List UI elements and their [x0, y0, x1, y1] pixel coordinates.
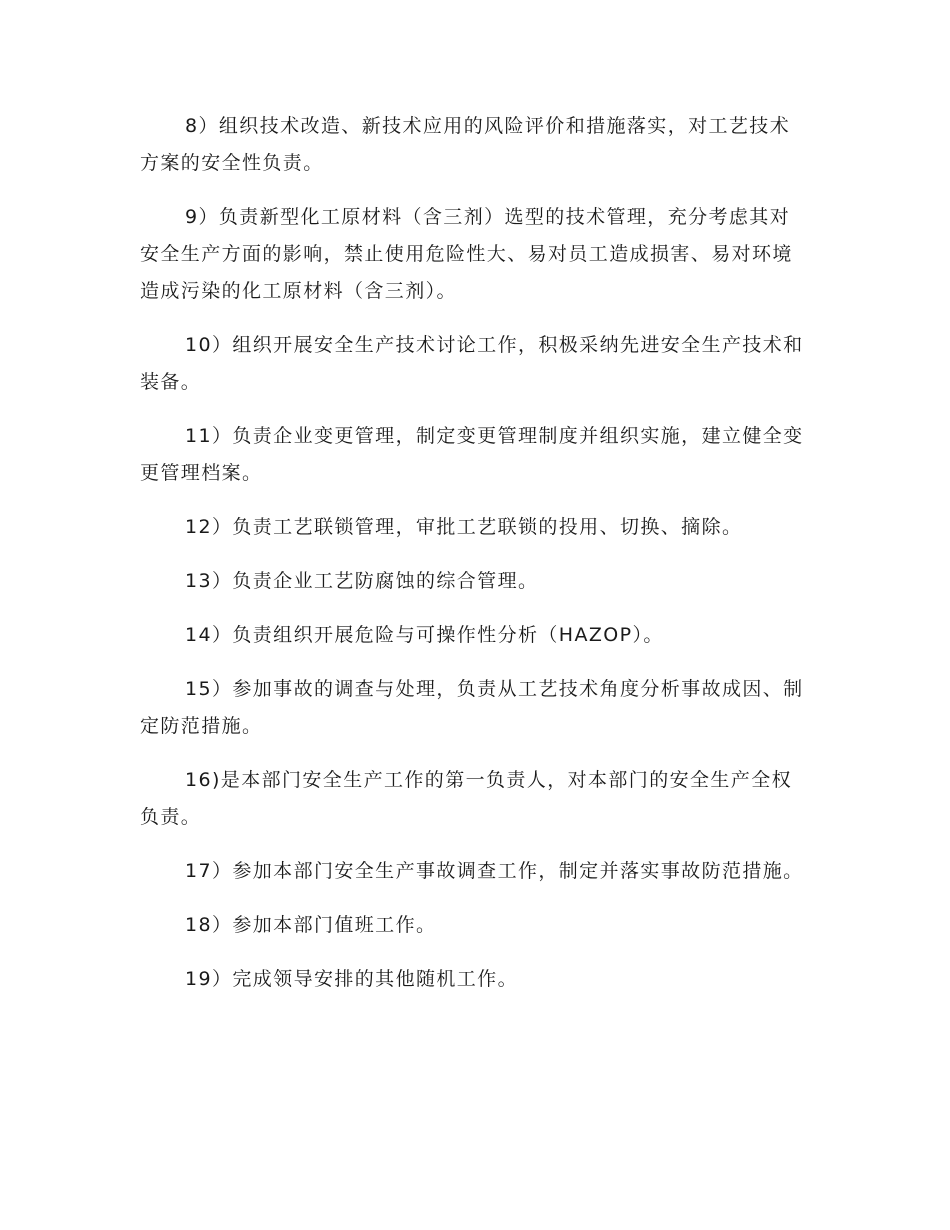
paragraph-item-19: 19）完成领导安排的其他随机工作。 [185, 968, 518, 990]
paragraph-item-18: 18）参加本部门值班工作。 [185, 914, 437, 936]
document-body [140, 108, 810, 1015]
paragraph-item-17: 17）参加本部门安全生产事故调查工作，制定并落实事故防范措施。 [185, 860, 804, 882]
paragraph-item-12: 12）负责工艺联锁管理，审批工艺联锁的投用、切换、摘除。 [185, 516, 743, 538]
paragraph-item-11: 11）负责企业变更管理，制定变更管理制度并组织实施，建立健全变更管理档案。 [140, 425, 804, 484]
paragraph-item-8: 8）组织技术改造、新技术应用的风险评价和措施落实，对工艺技术方案的安全性负责。 [140, 115, 791, 174]
paragraph-item-15: 15）参加事故的调查与处理，负责从工艺技术角度分析事故成因、制定防范措施。 [140, 678, 804, 737]
paragraph-item-10: 10）组织开展安全生产技术讨论工作，积极采纳先进安全生产技术和装备。 [140, 334, 804, 393]
paragraph-item-14: 14）负责组织开展危险与可操作性分析（HAZOP）。 [185, 624, 664, 646]
paragraph-item-13: 13）负责企业工艺防腐蚀的综合管理。 [185, 570, 539, 592]
paragraph-item-9: 9）负责新型化工原材料（含三剂）选型的技术管理，充分考虑其对安全生产方面的影响，禁止使用危险性大、易对员工造成损害、易对环境造成污染的化工原材料（含三剂）。 [140, 206, 793, 302]
paragraph-item-16: 16)是本部门安全生产工作的第一负责人，对本部门的安全生产全权负责。 [140, 769, 792, 828]
